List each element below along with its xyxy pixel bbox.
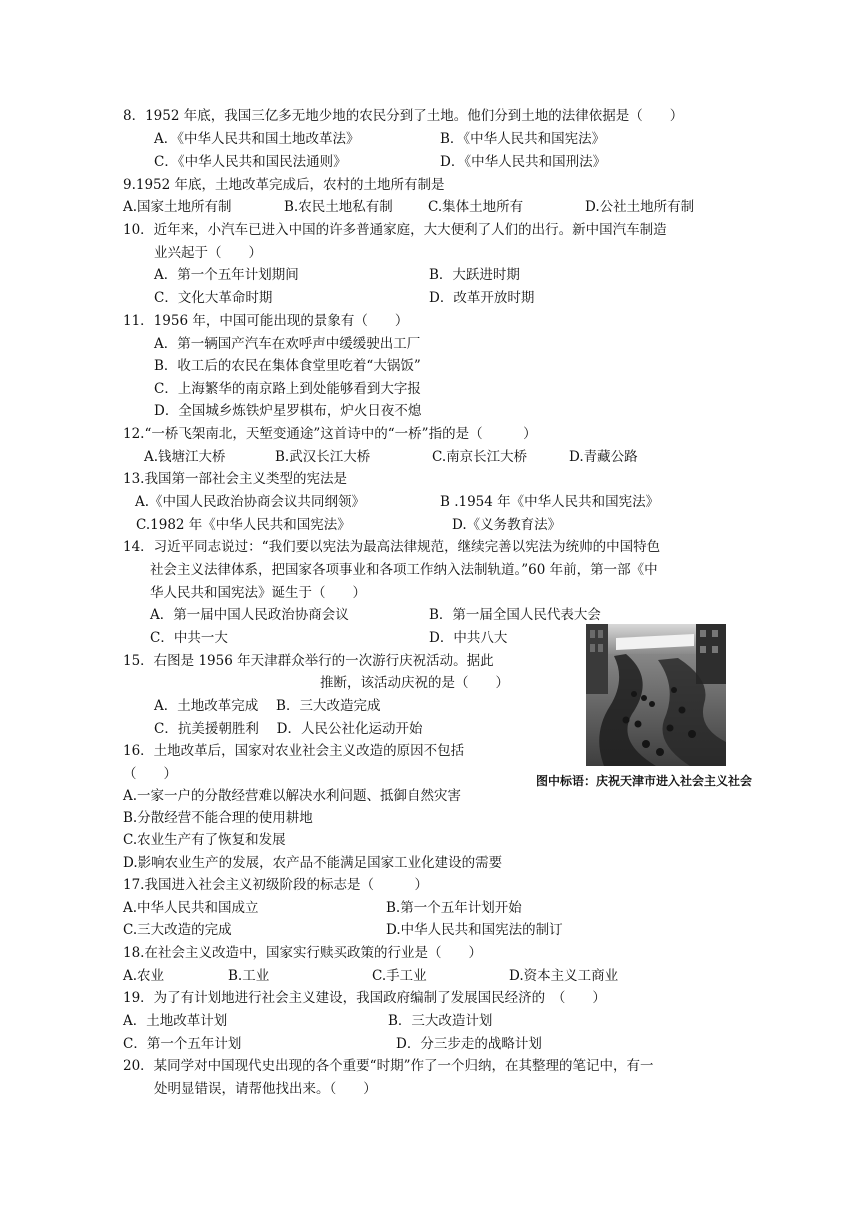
q9-option-d: D.公社土地所有制 (585, 199, 695, 215)
q19-option-b: B．三大改造计划 (388, 1013, 493, 1029)
q12-option-c: C.南京长江大桥 (432, 449, 528, 465)
q16-option-a: A.一家一户的分散经营难以解决水利问题、抵御自然灾害 (123, 788, 462, 804)
q14-option-c: C．中共一大 (150, 630, 228, 646)
q12-option-d: D.青藏公路 (569, 449, 638, 465)
q19-option-d: D．分三步走的战略计划 (396, 1036, 542, 1052)
q16-option-b: B.分散经营不能合理的使用耕地 (123, 810, 313, 826)
q19-option-a: A．土地改革计划 (123, 1013, 228, 1029)
q10-option-c: C．文化大革命时期 (154, 290, 273, 306)
q18-option-c: C.手工业 (372, 968, 427, 984)
q13-stem: 13.我国第一部社会主义类型的宪法是 (123, 471, 347, 487)
q15-stem-line2: 推断，该活动庆祝的是（ ） (320, 675, 509, 691)
q9-option-b: B.农民土地私有制 (284, 199, 393, 215)
parade-photo-image (586, 624, 726, 766)
q9-stem: 9.1952 年底，土地改革完成后，农村的土地所有制是 (123, 177, 445, 193)
q14-option-b: B．第一届全国人民代表大会 (429, 607, 601, 623)
q8-option-b: B．《中华人民共和国宪法》 (440, 131, 606, 147)
q17-option-b: B.第一个五年计划开始 (386, 900, 522, 916)
q13-option-b: B .1954 年《中华人民共和国宪法》 (440, 494, 660, 510)
q17-stem: 17.我国进入社会主义初级阶段的标志是（ ） (123, 877, 428, 893)
q17-option-a: A.中华人民共和国成立 (123, 900, 259, 916)
q11-stem: 11．1956 年，中国可能出现的景象有（ ） (123, 313, 409, 329)
q11-option-d: D．全国城乡炼铁炉星罗棋布，炉火日夜不熄 (154, 403, 422, 419)
q16-option-d: D.影响农业生产的发展，农产品不能满足国家工业化建设的需要 (123, 855, 503, 871)
q14-stem-line3: 华人民共和国宪法》诞生于（ ） (150, 585, 366, 601)
q14-option-d: D．中共八大 (429, 630, 508, 646)
q11-option-c: C．上海繁华的南京路上到处能够看到大字报 (154, 381, 421, 397)
q10-option-a: A．第一个五年计划期间 (154, 267, 299, 283)
q13-option-a: A.《中国人民政治协商会议共同纲领》 (135, 494, 366, 510)
q16-stem-line1: 16．土地改革后，国家对农业社会主义改造的原因不包括 (123, 743, 465, 759)
q18-option-b: B.工业 (228, 968, 270, 984)
q8-option-d: D．《中华人民共和国刑法》 (440, 154, 607, 170)
q8-stem: 8．1952 年底，我国三亿多无地少地的农民分到了土地。他们分到土地的法律依据是（ ） (123, 108, 684, 124)
q10-stem-line2: 业兴起于（ ） (154, 245, 262, 261)
q17-option-c: C.三大改造的完成 (123, 922, 232, 938)
q14-option-a: A．第一届中国人民政治协商会议 (150, 607, 349, 623)
q17-option-d: D.中华人民共和国宪法的制订 (386, 922, 563, 938)
q19-option-c: C．第一个五年计划 (123, 1036, 242, 1052)
q15-options-cd: C．抗美援朝胜利 D．人民公社化运动开始 (154, 721, 423, 737)
q18-stem: 18.在社会主义改造中，国家实行赎买政策的行业是（ ） (123, 945, 482, 961)
q11-option-b: B．收工后的农民在集体食堂里吃着“大锅饭” (154, 358, 421, 374)
parade-photo (586, 624, 726, 766)
q15-options-ab: A．土地改革完成 B．三大改造完成 (154, 698, 381, 714)
q16-stem-line2: （ ） (123, 766, 177, 782)
q8-option-c: C．《中华人民共和国民法通则》 (154, 154, 347, 170)
photo-caption: 图中标语：庆祝天津市进入社会主义社会 (536, 774, 753, 788)
q9-option-c: C.集体土地所有 (428, 199, 524, 215)
q10-stem-line1: 10．近年来，小汽车已进入中国的许多普通家庭，大大便利了人们的出行。新中国汽车制造 (123, 222, 667, 238)
q16-option-c: C.农业生产有了恢复和发展 (123, 832, 286, 848)
q13-option-d: D.《义务教育法》 (452, 517, 562, 533)
q11-option-a: A．第一辆国产汽车在欢呼声中缓缓驶出工厂 (154, 336, 421, 352)
q20-stem-line2: 处明显错误，请帮他找出来。（ ） (154, 1081, 377, 1097)
q12-option-a: A.钱塘江大桥 (144, 449, 226, 465)
q10-option-d: D．改革开放时期 (429, 290, 535, 306)
q15-stem-line1: 15．右图是 1956 年天津群众举行的一次游行庆祝活动。据此 (123, 653, 494, 669)
q9-option-a: A.国家土地所有制 (123, 199, 232, 215)
q14-stem-line1: 14．习近平同志说过：“我们要以宪法为最高法律规范，继续完善以宪法为统帅的中国特色 (123, 539, 661, 555)
q20-stem-line1: 20．某同学对中国现代史出现的各个重要“时期”作了一个归纳，在其整理的笔记中，有一 (123, 1058, 654, 1074)
q12-option-b: B.武汉长江大桥 (275, 449, 371, 465)
q10-option-b: B．大跃进时期 (429, 267, 520, 283)
q19-stem: 19．为了有计划地进行社会主义建设，我国政府编制了发展国民经济的 （ ） (123, 990, 606, 1006)
q18-option-a: A.农业 (123, 968, 165, 984)
q18-option-d: D.资本主义工商业 (509, 968, 619, 984)
q8-option-a: A．《中华人民共和国土地改革法》 (154, 131, 360, 147)
q12-stem: 12.“一桥飞架南北，天堑变通途”这首诗中的“一桥”指的是（ ） (123, 426, 537, 442)
q14-stem-line2: 社会主义法律体系，把国家各项事业和各项工作纳入法制轨道。”60 年前，第一部《中 (150, 562, 658, 578)
q13-option-c: C.1982 年《中华人民共和国宪法》 (136, 517, 351, 533)
